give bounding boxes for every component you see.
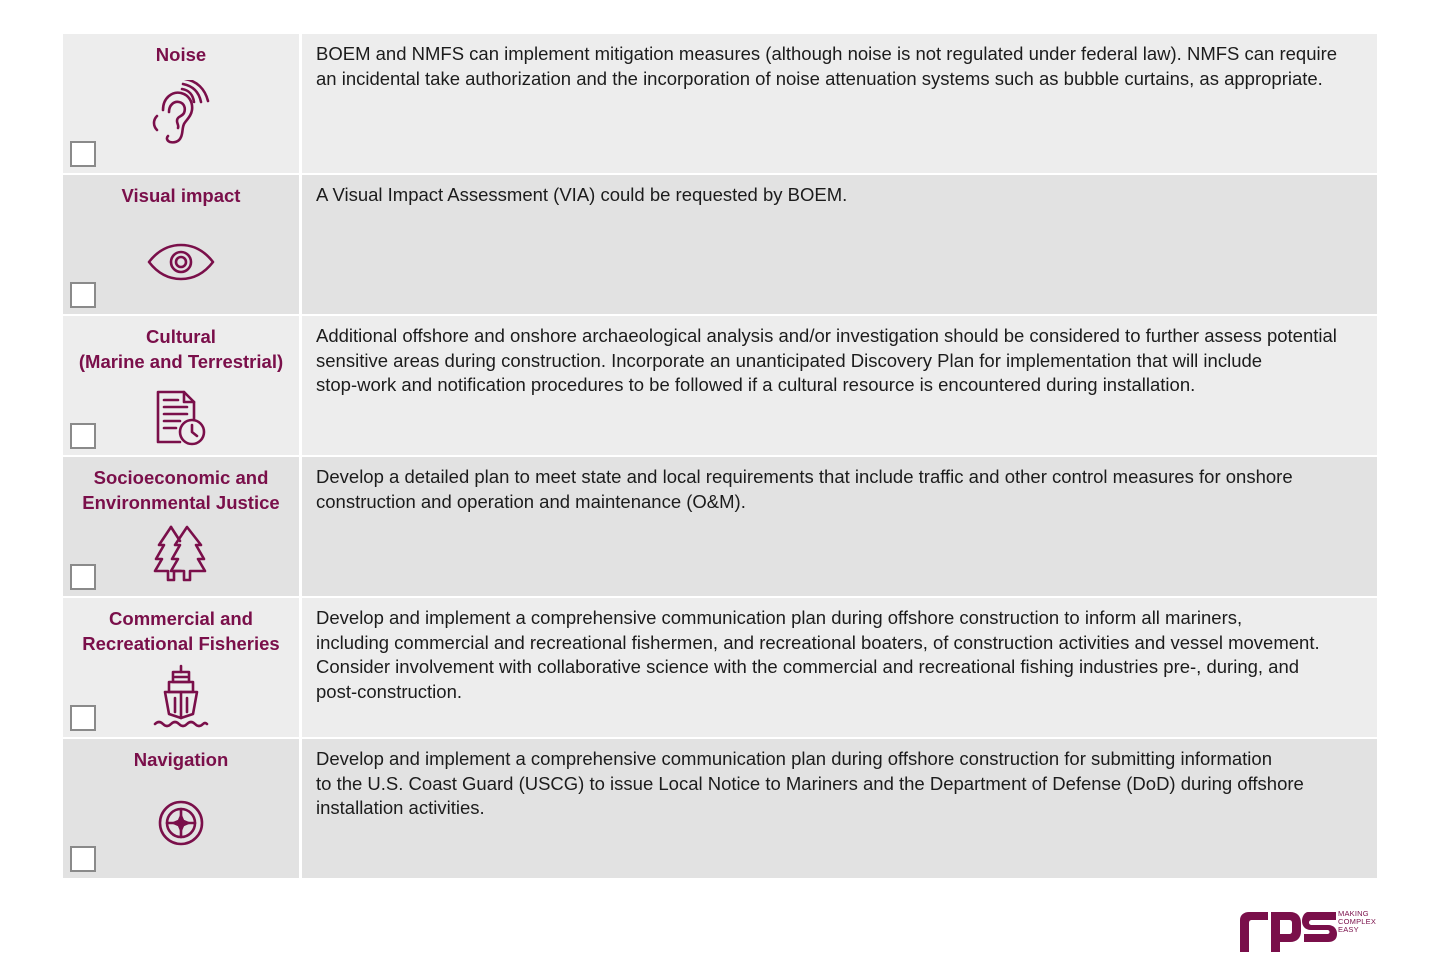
topic-label: Noise [155,44,207,65]
tagline-line: MAKING [1338,909,1369,918]
table-row-navigation [63,739,1377,878]
topic-cell [63,457,299,596]
description-cell [302,457,1377,596]
table-row-cultural [63,316,1377,455]
navigation-checkbox[interactable] [70,846,96,872]
compass-icon [157,799,205,847]
tagline-line: EASY [1338,925,1359,934]
table-row-fisheries [63,598,1377,737]
trees-icon [153,525,209,583]
visual-impact-checkbox[interactable] [70,282,96,308]
socioeconomic-checkbox[interactable] [70,564,96,590]
topic-cell [63,739,299,878]
description-cell [302,175,1377,314]
description-text: Develop and implement a comprehensive communication plan during offshore construction to inform all mariners, including commercial and recreational fishermen, and recreational boaters, of construction activities and vessel movement. Consider involvement with collaborative science with the commercial and recreational fishing industries pre-, during, and post-construction. [316,607,1320,702]
table-row-visual-impact [63,175,1377,314]
topic-cell [63,34,299,173]
description-text: A Visual Impact Assessment (VIA) could be requested by BOEM. [316,184,848,205]
logo-tagline [1338,910,1376,934]
description-text: Additional offshore and onshore archaeological analysis and/or investigation should be considered to further assess potential sensitive areas during construction. Incorporate an unanticipated Discovery Plan for implementation that will include stop-work and notification procedures to be followed if a cultural resource is encountered during installation. [316,325,1337,395]
document-clock-icon [154,386,208,446]
description-cell [302,316,1377,455]
description-cell [302,739,1377,878]
topic-label: Cultural (Marine and Terrestrial) [78,326,284,372]
description-text: Develop a detailed plan to meet state and local requirements that include traffic and other control measures for onshore construction and operation and maintenance (O&M). [316,466,1293,512]
tagline-line: COMPLEX [1338,917,1377,926]
topic-cell [63,175,299,314]
description-text: BOEM and NMFS can implement mitigation measures (although noise is not regulated under federal law). NMFS can require an incidental take authorization and the incorporation of noise attenuation systems such as bubble curtains, as appropriate. [316,43,1338,89]
cultural-checkbox[interactable] [70,423,96,449]
description-cell [302,598,1377,737]
topic-cell [63,598,299,737]
description-text: Develop and implement a comprehensive communication plan during offshore construction for submitting information to the U.S. Coast Guard (USCG) to issue Local Notice to Mariners and the Department of Defense (DoD) during offshore installation activities. [316,748,1304,818]
table-row-socioeconomic [63,457,1377,596]
topic-label: Socioeconomic and Environmental Justice [82,467,280,513]
mitigation-table [63,34,1377,880]
eye-icon [147,243,215,281]
fisheries-checkbox[interactable] [70,705,96,731]
description-cell [302,34,1377,173]
topic-label: Navigation [133,749,229,770]
ear-sound-icon [149,80,213,154]
ship-icon [153,664,209,728]
topic-label: Commercial and Recreational Fisheries [82,608,280,654]
topic-label: Visual impact [121,185,241,206]
table-row-noise [63,34,1377,173]
topic-cell [63,316,299,455]
noise-checkbox[interactable] [70,141,96,167]
